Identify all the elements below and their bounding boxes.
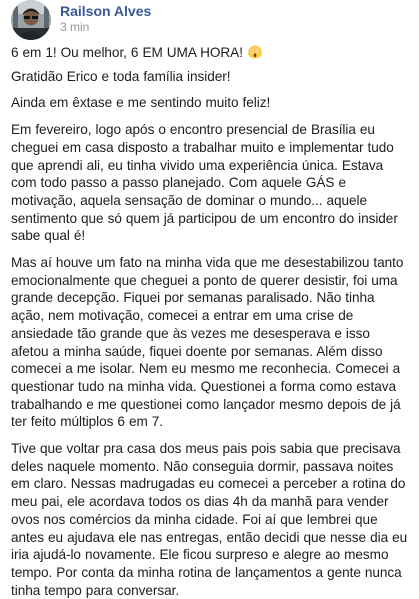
post-header bbox=[11, 0, 409, 40]
post-meta bbox=[60, 2, 151, 35]
post-paragraph bbox=[11, 44, 409, 62]
face-screaming-in-fear-icon bbox=[248, 45, 262, 59]
author-name[interactable]: Railson Alves bbox=[60, 3, 152, 19]
post-body bbox=[11, 44, 409, 599]
post-paragraph: Ainda em êxtase e me sentindo muito feliz! bbox=[11, 95, 271, 111]
avatar[interactable] bbox=[11, 0, 51, 40]
post-paragraph: Tive que voltar pra casa dos meus pais pois sabia que precisava deles naquele momento. Não conseguia dormir, passava noites em claro. Nessas madrugadas eu comecei a perceber a rotina do meu pai, ele acordava todos os dias 4h da manhã para vender ovos nos comércios da minha cidade. Foi aí que lembrei que antes eu ajudava ele nas entregas, então decidi que nesse dia eu iria ajudá-lo novamente. Ele ficou surpreso e alegre ao mesmo tempo. Por conta da minha rotina de lançamentos a gente nunca tinha tempo para conversar. bbox=[11, 441, 408, 598]
post-paragraph-text: 6 em 1! Ou melhor, 6 EM UMA HORA! bbox=[11, 45, 243, 60]
post-paragraph: Gratidão Erico e toda família insider! bbox=[11, 68, 231, 84]
post-timestamp[interactable]: 3 min bbox=[60, 20, 90, 34]
post-paragraph: Em fevereiro, logo após o encontro presencial de Brasília eu cheguei em casa disposto a trabalhar muito e implementar tudo que aprendi ali, eu tinha vivido uma experiência única. Estava com todo passo a passo planejado. Com aquele GÁS e motivação, aquela sensação de dominar o mundo... aquele sentimento que só quem já participou de um encontro do insider sabe qual é! bbox=[11, 122, 398, 244]
post-paragraph: Mas aí houve um fato na minha vida que me desestabilizou tanto emocionalmente que cheguei a ponto de querer desistir, foi uma grande decepção. Fiquei por semanas paralisado. Não tinha ação, nem motivação, comecei a entrar em uma crise de ansiedade tão grande que às vezes me desesperava e isso afetou a minha saúde, fiquei doente por semanas. Além disso comecei a me isolar. Nem eu mesmo me reconhecia. Comecei a questionar tudo na minha vida. Questionei a forma como estava trabalhando e me questionei como lançador mesmo depois de já ter feito múltiplos 6 em 7. bbox=[11, 255, 404, 430]
